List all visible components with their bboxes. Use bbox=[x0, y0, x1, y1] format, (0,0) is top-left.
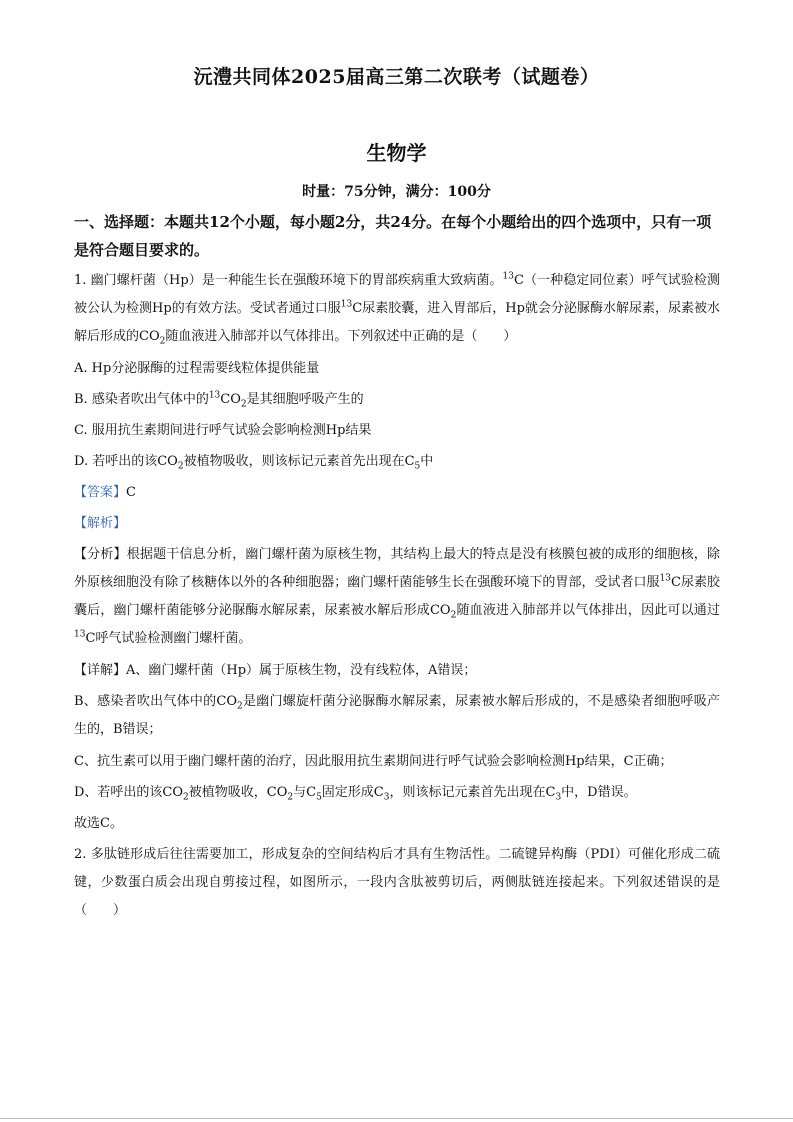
answer-value: C bbox=[126, 485, 136, 500]
option-b bbox=[74, 386, 720, 414]
subscript-5: 5 bbox=[316, 792, 322, 803]
page-title: 沅澧共同体2025届高三第二次联考（试题卷） bbox=[193, 66, 600, 88]
isotope-13-sup: 13 bbox=[340, 299, 353, 310]
analysis-part: 随血液进入肺部并以气体排出，因此可以通过 bbox=[456, 603, 720, 618]
option-d-part: 被植物吸收，则该标记元素首先出现在C bbox=[183, 454, 415, 469]
subscript-2: 2 bbox=[237, 701, 243, 712]
detail-d-part: ，则该标记元素首先出现在C bbox=[389, 785, 556, 800]
analysis-paragraph bbox=[74, 541, 720, 653]
exam-meta: 时量：75分钟，满分：100分 bbox=[302, 184, 491, 200]
q1-stem-part: C（一种稳定同位素）呼气试验检测被公认为检测Hp的有效方法。受试者通过口服 bbox=[74, 273, 720, 316]
section-heading: 一、选择题：本题共12个小题，每小题2分，共24分。在每个小题给出的四个选项中，只有一项是符合题目要求的。 bbox=[74, 213, 712, 259]
subscript-3: 3 bbox=[383, 792, 390, 803]
subscript-2: 2 bbox=[183, 792, 189, 803]
detail-b bbox=[74, 688, 720, 744]
q1-stem-part: 随血液进入肺部并以气体排出。下列叙述中正确的是（ ） bbox=[165, 329, 517, 344]
subject-title: 生物学 bbox=[366, 141, 427, 165]
subscript-2: 2 bbox=[450, 610, 457, 621]
subscript-3: 3 bbox=[555, 792, 562, 803]
detail-b-part: B、感染者吹出气体中的CO bbox=[74, 694, 237, 709]
explanation-label: 【解析】 bbox=[74, 516, 127, 531]
subscript-2: 2 bbox=[287, 792, 294, 803]
q1-stem-part: C尿素胶囊，进入胃部后，Hp就会分泌脲酶水解尿素，尿素被水解后形成的CO bbox=[74, 301, 720, 344]
detail-d-part: 被植物吸收，CO bbox=[188, 785, 288, 800]
subscript-2: 2 bbox=[177, 461, 184, 472]
detail-b-part: 是幽门螺旋杆菌分泌脲酶水解尿素，尿素被水解后形成的，不是感染者细胞呼吸产生的，B错误； bbox=[74, 694, 720, 737]
option-c: C. 服用抗生素期间进行呼气试验会影响检测Hp结果 bbox=[74, 423, 372, 438]
option-d bbox=[74, 448, 720, 476]
option-d-part: 中 bbox=[420, 454, 434, 469]
answer-line bbox=[74, 479, 720, 507]
isotope-13-sup: 13 bbox=[74, 629, 86, 640]
detail-d bbox=[74, 779, 720, 807]
option-b-part: 是其细胞呼吸产生的 bbox=[246, 392, 364, 407]
question-1-stem bbox=[74, 267, 720, 351]
subscript-2: 2 bbox=[159, 336, 166, 347]
detail-c: C、抗生素可以用于幽门螺杆菌的治疗，因此服用抗生素期间进行呼气试验会影响检测Hp结果，C正确； bbox=[74, 754, 673, 769]
detail-d-part: 与C bbox=[293, 785, 317, 800]
isotope-13-sup: 13 bbox=[208, 390, 221, 401]
option-b-part: B. 感染者吹出气体中的 bbox=[74, 392, 209, 407]
option-a: A. Hp分泌脲酶的过程需要线粒体提供能量 bbox=[74, 361, 320, 376]
isotope-13-sup: 13 bbox=[659, 573, 671, 584]
option-b-part: CO bbox=[220, 392, 241, 407]
question-2-stem: 2. 多肽链形成后往往需要加工，形成复杂的空间结构后才具有生物活性。二硫键异构酶（PDI）可催化形成二硫键，少数蛋白质会出现自剪接过程，如图所示，一段内含肽被剪切后，两侧肽链连接起来。下列叙述错误的是（ ） bbox=[74, 847, 720, 918]
analysis-part: C呼气试验检测幽门螺杆菌。 bbox=[85, 631, 252, 646]
isotope-13-sup: 13 bbox=[502, 271, 514, 282]
exam-content bbox=[74, 208, 720, 929]
analysis-part: 【分析】根据题干信息分析，幽门螺杆菌为原核生物，其结构上最大的特点是没有核膜包被的成形的细胞核，除外原核细胞没有除了核糖体以外的各种细胞器；幽门螺杆菌能够生长在强酸环境下的胃部，受试者口服 bbox=[74, 547, 720, 590]
detail-d-part: 固定形成C bbox=[321, 785, 384, 800]
conclusion: 故选C。 bbox=[74, 816, 123, 831]
analysis-part: C尿素胶囊后，幽门螺杆菌能够分泌脲酶水解尿素，尿素被水解后形成CO bbox=[74, 575, 720, 618]
subscript-2: 2 bbox=[240, 399, 247, 410]
detail-d-part: 中，D错误。 bbox=[561, 785, 637, 800]
detail-d-part: D、若呼出的该CO bbox=[74, 785, 184, 800]
detail-a: 【详解】A、幽门螺杆菌（Hp）属于原核生物，没有线粒体，A错误； bbox=[74, 663, 477, 678]
subscript-5: 5 bbox=[414, 461, 421, 472]
option-d-part: D. 若呼出的该CO bbox=[74, 454, 178, 469]
page-bottom-divider bbox=[0, 1118, 793, 1119]
q1-stem-part: 1. 幽门螺杆菌（Hp）是一种能生长在强酸环境下的胃部疾病重大致病菌。 bbox=[74, 273, 503, 288]
answer-label: 【答案】 bbox=[74, 485, 127, 500]
